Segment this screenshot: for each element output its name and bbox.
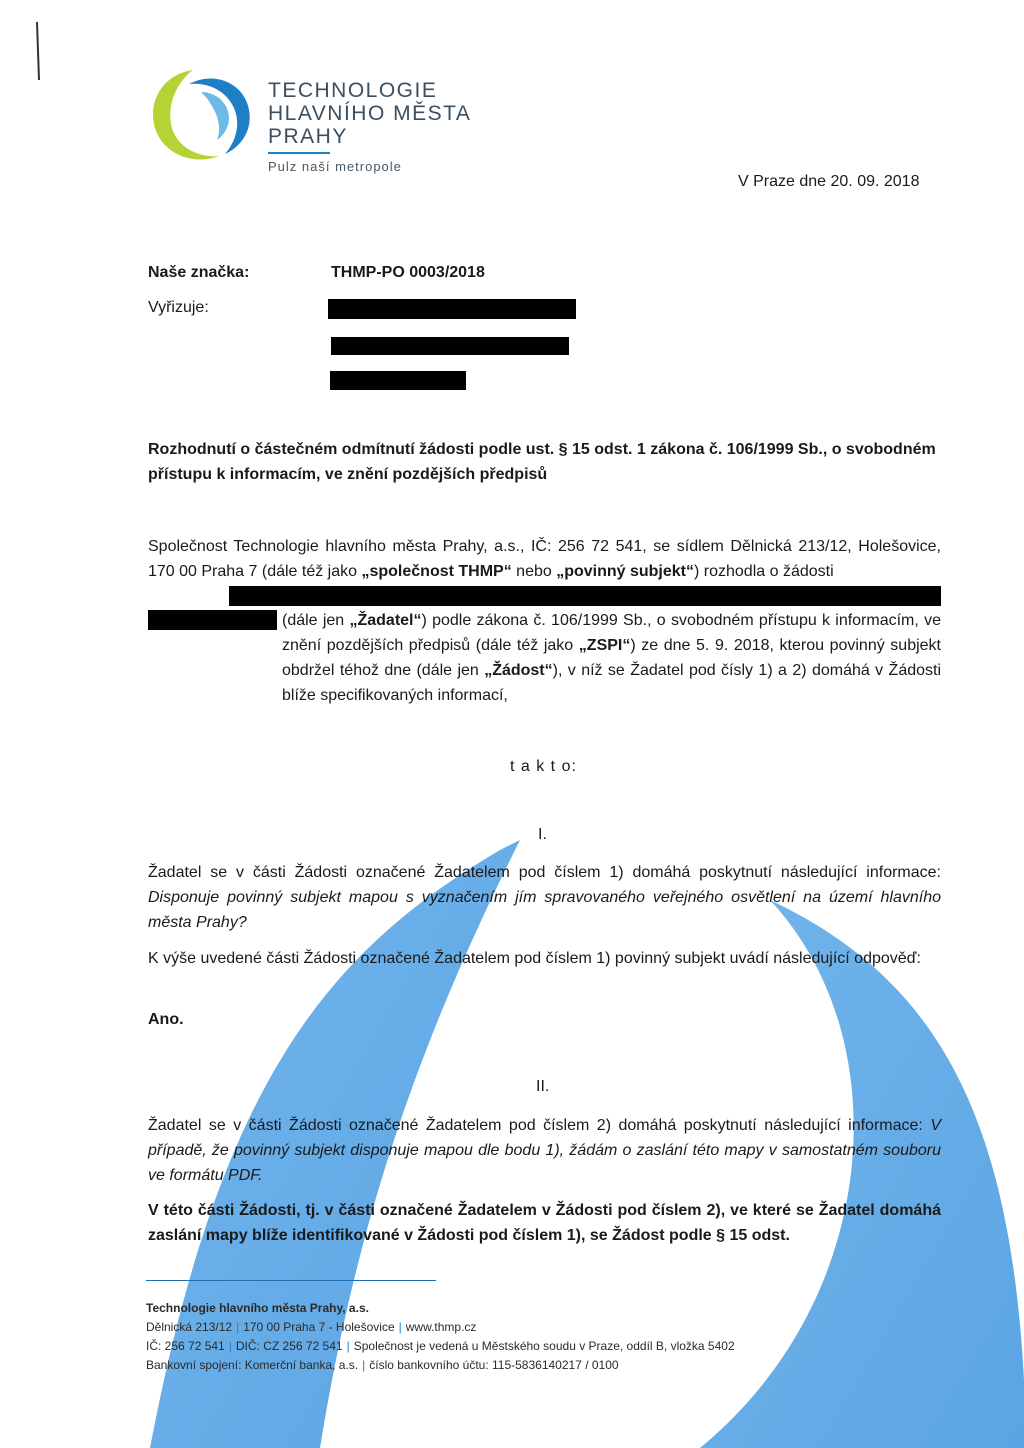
- reference-value: THMP-PO 0003/2018: [331, 264, 485, 281]
- intro-term-subject: „povinný subjekt“: [556, 563, 694, 580]
- thmp-logo-icon: [145, 62, 255, 172]
- footer-register: Společnost je vedená u Městského soudu v Praze, oddíl B, vložka 5402: [353, 1339, 735, 1353]
- intro-text: Společnost Technologie hlavního města Prahy, a.s., IČ: 256 72 541, se sídlem Dělnická 213/12, Holešovice, 170 00 Praha 7 (dále též jako: [148, 538, 941, 580]
- section-2-decision: V této části Žádosti, tj. v části označené Žadatelem v Žádosti pod číslem 2), ve které se Žadatel domáhá zaslání mapy blíže identifikované v Žádosti pod číslem 1), se Žádost podle § 15 odst.: [148, 1202, 941, 1244]
- reference-label: Naše značka:: [148, 264, 250, 281]
- intro-term-thmp: „společnost THMP“: [361, 563, 512, 580]
- intro-term-applicant: „Žadatel“: [349, 612, 422, 629]
- intro-text: ) rozhodla o žádosti: [694, 563, 834, 580]
- footer-ic: IČ: 256 72 541: [146, 1339, 225, 1353]
- logo-tagline: Pulz naší metropole: [268, 159, 402, 174]
- handler-label: Vyřizuje:: [148, 299, 209, 316]
- intro-text: nebo: [511, 563, 557, 580]
- footer-account: číslo bankovního účtu: 115-5836140217 / 0100: [369, 1358, 619, 1372]
- section-1-heading: I.: [538, 826, 547, 843]
- redaction-bar: [328, 299, 576, 319]
- intro-term-request: „Žádost“: [484, 662, 553, 679]
- footer-address-line: Dělnická 213/12 | 170 00 Praha 7 - Holešovice | www.thmp.cz: [146, 1320, 477, 1334]
- intro-text: ) podle zákona č. 106/1999 Sb., o svobodném přístupu k informacím, ve znění pozdějších předpisů (dále též jako: [282, 612, 941, 654]
- footer-website-link[interactable]: www.thmp.cz: [405, 1320, 477, 1334]
- section-1-text: Žadatel se v části Žádosti označené Žadatelem pod číslem 1) domáhá poskytnutí následující informace:: [148, 864, 941, 881]
- logo-text-line2: HLAVNÍHO MĚSTA: [268, 102, 472, 125]
- footer-dic: DIČ: CZ 256 72 541: [235, 1339, 343, 1353]
- section-2-text: Žadatel se v části Žádosti označené Žadatelem pod číslem 2) domáhá poskytnutí následující informace:: [148, 1117, 931, 1134]
- footer-address-city: 170 00 Praha 7 - Holešovice: [243, 1320, 395, 1334]
- section-1-response: K výše uvedené části Žádosti označené Žadatelem pod číslem 1) povinný subjekt uvádí následující odpověď:: [148, 950, 921, 967]
- intro-text: ) ze dne 5. 9. 2018, kterou povinný subjekt obdržel téhož dne (dále jen: [282, 637, 941, 679]
- footer-address-street: Dělnická 213/12: [146, 1320, 233, 1334]
- footer-bank: Bankovní spojení: Komerční banka, a.s.: [146, 1358, 359, 1372]
- intro-text: (dále jen: [282, 612, 350, 629]
- redaction-bar: [331, 337, 569, 355]
- intro-paragraph: [148, 534, 941, 584]
- section-1-answer: Ano.: [148, 1011, 184, 1028]
- takto-heading: t a k t o:: [510, 758, 577, 775]
- section-2-request: [148, 1113, 941, 1188]
- section-1-quote: Disponuje povinný subjekt mapou s vyznačením jím spravovaného veřejného osvětlení na území hlavního města Prahy?: [148, 889, 941, 931]
- logo-text-line1: TECHNOLOGIE: [268, 79, 438, 102]
- section-1-request: [148, 860, 941, 935]
- logo-text-line3: PRAHY: [268, 125, 348, 148]
- intro-term-zspi: „ZSPI“: [578, 637, 631, 654]
- section-2-heading: II.: [536, 1078, 550, 1095]
- intro-paragraph-cont: [282, 608, 941, 708]
- logo-underline: [268, 152, 330, 154]
- section-2-quote: V případě, že povinný subjekt disponuje mapou dle bodu 1), žádám o zaslání této mapy v samostatném souboru ve formátu PDF.: [148, 1117, 941, 1184]
- decision-title: Rozhodnutí o částečném odmítnutí žádosti podle ust. § 15 odst. 1 zákona č. 106/1999 Sb., o svobodném přístupu k informacím, ve znění pozdějších předpisů: [148, 441, 936, 483]
- footer-divider: [146, 1280, 436, 1281]
- redaction-bar: [148, 610, 277, 630]
- footer-registration-line: IČ: 256 72 541 | DIČ: CZ 256 72 541 | Společnost je vedená u Městského soudu v Praze, oddíl B, vložka 5402: [146, 1339, 735, 1353]
- footer-bank-line: Bankovní spojení: Komerční banka, a.s. | číslo bankovního účtu: 115-5836140217 / 0100: [146, 1358, 619, 1372]
- document-date: V Praze dne 20. 09. 2018: [738, 173, 920, 190]
- intro-text: ), v níž se Žadatel pod čísly 1) a 2) domáhá v Žádosti blíže specifikovaných informací,: [282, 662, 942, 704]
- footer-company: Technologie hlavního města Prahy, a.s.: [146, 1301, 369, 1315]
- redaction-bar: [229, 586, 941, 606]
- redaction-bar: [330, 371, 466, 390]
